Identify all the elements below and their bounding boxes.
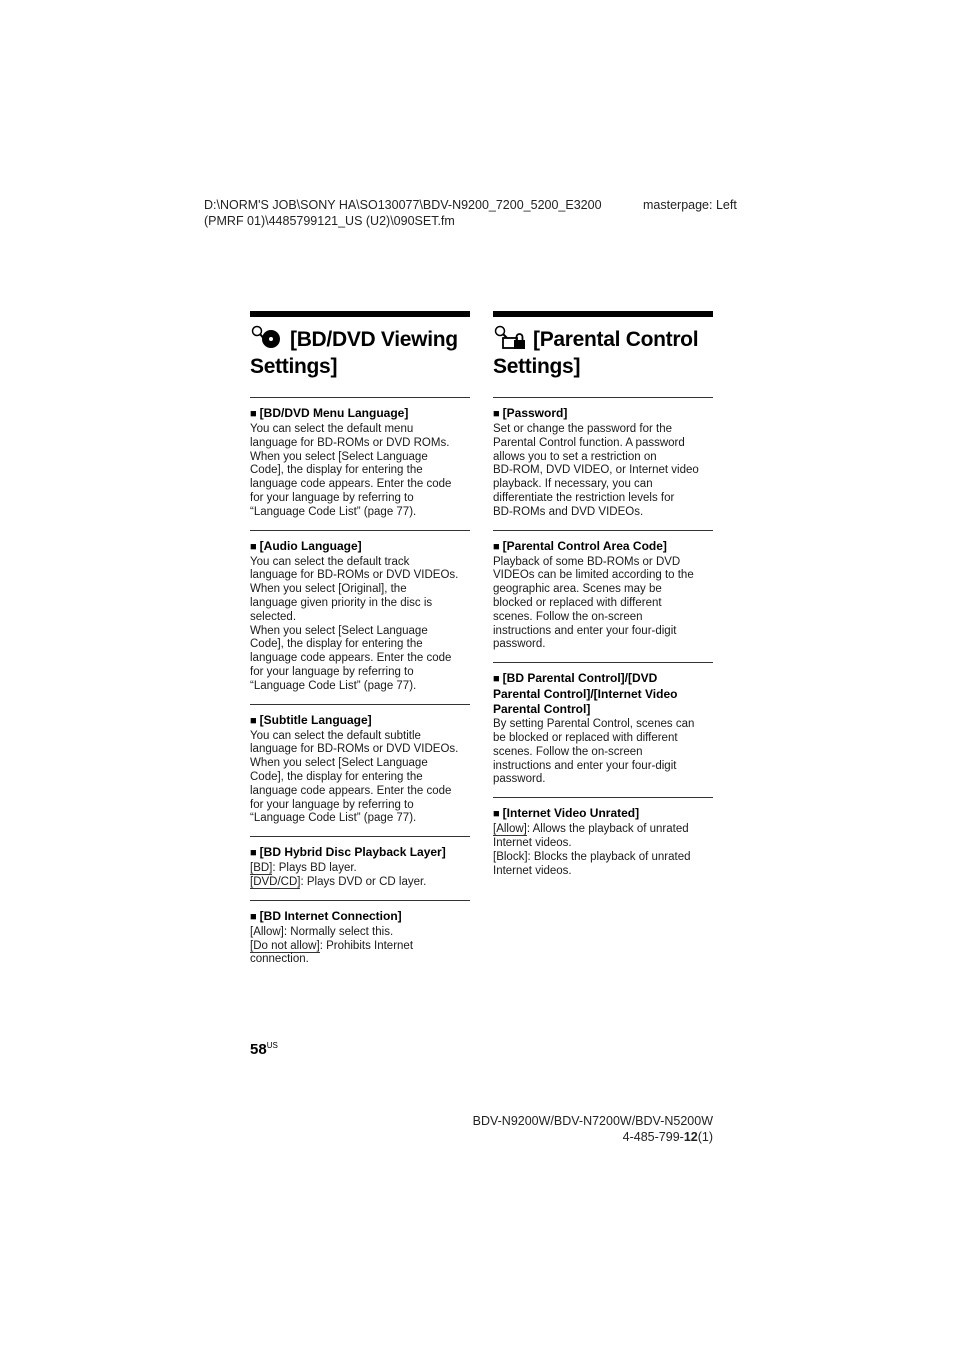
body-line: VIDEOs can be limited according to the [493, 569, 694, 582]
bd-internet-connection-section [250, 901, 470, 977]
option-desc: : Normally select this. [283, 925, 394, 938]
body-line: By setting Parental Control, scenes can [493, 718, 695, 731]
option-line [493, 823, 713, 837]
section-heading: [BD Hybrid Disc Playback Layer] [259, 845, 446, 860]
bd-dvd-viewing-settings-title [250, 325, 470, 398]
body-line: scenes. Follow the on-screen [493, 745, 643, 758]
section-heading: [Internet Video Unrated] [502, 806, 640, 821]
body-line: “Language Code List” (page 77). [250, 505, 417, 518]
section-heading-line: [BD Parental Control]/[DVD [502, 671, 658, 686]
section-top-rule [250, 311, 470, 317]
option-desc: : Plays BD layer. [272, 862, 357, 875]
body-line: Playback of some BD-ROMs or DVD [493, 555, 681, 568]
bullet-square-icon: ■ [493, 808, 500, 821]
body-line: [Block]: Blocks the playback of unrated [493, 850, 691, 863]
option-key: [DVD/CD] [250, 875, 301, 888]
option-line [250, 862, 470, 876]
body-line: selected. [250, 610, 297, 623]
option-desc: : Allows the playback of unrated [526, 823, 689, 836]
option-desc: : Plays DVD or CD layer. [300, 875, 427, 888]
code-bold: 12 [683, 1130, 698, 1144]
file-path-line-2: (PMRF 01)\4485799121_US (U2)\090SET.fm [204, 214, 455, 228]
option-line [250, 940, 470, 954]
body-line: language for BD-ROMs or DVD ROMs. [250, 436, 450, 449]
audio-language-section [250, 531, 470, 705]
option-key: [Allow] [493, 823, 527, 836]
body-line: You can select the default subtitle [250, 729, 421, 742]
page-number-value: 58 [250, 1041, 267, 1058]
document-code [473, 1129, 713, 1145]
section-heading-line: Parental Control]/[Internet Video [493, 687, 678, 702]
body-line: differentiate the restriction levels for [493, 491, 675, 504]
body-line: instructions and enter your four-digit [493, 624, 677, 637]
body-line: When you select [Select Language [250, 450, 428, 463]
body-line: language code appears. Enter the code [250, 784, 452, 797]
parental-control-settings-title [493, 325, 713, 398]
body-line: playback. If necessary, you can [493, 478, 653, 491]
section-heading: [BD/DVD Menu Language] [259, 406, 409, 420]
tool-lock-icon [493, 325, 527, 355]
body-line: for your language by referring to [250, 665, 414, 678]
section-heading: [Parental Control Area Code] [502, 538, 667, 553]
bullet-square-icon: ■ [250, 847, 257, 860]
body-line: Code], the display for entering the [250, 770, 423, 783]
body-line: Set or change the password for the [493, 423, 672, 435]
bullet-square-icon: ■ [493, 408, 500, 420]
body-line: Internet videos. [493, 836, 572, 849]
subtitle-language-section [250, 705, 470, 838]
body-line: password. [493, 773, 546, 786]
bullet-square-icon: ■ [250, 540, 257, 553]
body-line: language given priority in the disc is [250, 596, 433, 609]
title-line-2: Settings] [250, 355, 338, 378]
tool-disc-icon [250, 325, 284, 355]
parental-control-settings-column [493, 311, 713, 888]
bd-dvd-viewing-settings-column [250, 311, 470, 977]
body-line: “Language Code List” (page 77). [250, 679, 417, 692]
body-line: be blocked or replaced with different [493, 731, 678, 744]
body-line: language code appears. Enter the code [250, 478, 452, 491]
option-key: [Allow] [250, 925, 284, 938]
body-line: When you select [Select Language [250, 624, 428, 637]
section-top-rule [493, 311, 713, 317]
body-line: Parental Control function. A password [493, 436, 685, 449]
body-line: password. [493, 638, 546, 651]
title-line-1: [BD/DVD Viewing [290, 328, 458, 351]
section-heading: [BD Internet Connection] [259, 908, 402, 923]
body-line: for your language by referring to [250, 798, 414, 811]
body-line: When you select [Select Language [250, 757, 428, 770]
body-line: for your language by referring to [250, 491, 414, 504]
bullet-square-icon: ■ [493, 673, 500, 686]
page-number-suffix: US [266, 1041, 278, 1050]
section-heading: [Subtitle Language] [259, 712, 372, 727]
body-line: language for BD-ROMs or DVD VIDEOs. [250, 569, 459, 582]
option-line [250, 876, 470, 890]
body-line: scenes. Follow the on-screen [493, 610, 643, 623]
section-heading: [Password] [502, 406, 568, 420]
body-line: Code], the display for entering the [250, 638, 423, 651]
body-line: instructions and enter your four-digit [493, 759, 677, 772]
option-desc: : Prohibits Internet [319, 939, 414, 952]
file-path-header [204, 197, 624, 229]
option-line [250, 926, 470, 940]
body-line: BD-ROMs and DVD VIDEOs. [493, 505, 644, 518]
hybrid-disc-layer-section [250, 837, 470, 901]
body-line: “Language Code List” (page 77). [250, 812, 417, 825]
body-line: language for BD-ROMs or DVD VIDEOs. [250, 743, 459, 756]
title-line-1: [Parental Control [533, 328, 699, 351]
body-line: language code appears. Enter the code [250, 652, 452, 665]
body-line: allows you to set a restriction on [493, 450, 657, 463]
page-number [250, 1041, 278, 1058]
body-line: Internet videos. [493, 864, 572, 877]
bullet-square-icon: ■ [250, 910, 257, 923]
bullet-square-icon: ■ [250, 408, 257, 420]
bullet-square-icon: ■ [250, 714, 257, 727]
internet-video-unrated-section [493, 798, 713, 888]
body-line: BD-ROM, DVD VIDEO, or Internet video [493, 464, 699, 477]
code-prefix: 4-485-799- [622, 1130, 684, 1144]
menu-language-section [250, 398, 470, 531]
body-line: Code], the display for entering the [250, 464, 423, 477]
password-section [493, 398, 713, 531]
code-suffix: (1) [697, 1130, 713, 1144]
option-key: [BD] [250, 862, 273, 875]
title-line-2: Settings] [493, 355, 581, 378]
parental-control-levels-section [493, 663, 713, 798]
parental-area-code-section [493, 531, 713, 664]
option-key: [Do not allow] [250, 939, 320, 952]
body-line: You can select the default track [250, 555, 410, 568]
model-footer [473, 1113, 713, 1145]
file-path-line-1: D:\NORM'S JOB\SONY HA\SO130077\BDV-N9200_7200_5200_E3200 [204, 198, 602, 212]
body-line: You can select the default menu [250, 423, 414, 435]
model-list: BDV-N9200W/BDV-N7200W/BDV-N5200W [472, 1114, 713, 1128]
body-line: connection. [250, 953, 309, 966]
section-heading-line: Parental Control] [493, 702, 591, 717]
masterpage-label: masterpage: Left [643, 198, 737, 212]
body-line: geographic area. Scenes may be [493, 583, 662, 596]
body-line: When you select [Original], the [250, 583, 407, 596]
bullet-square-icon: ■ [493, 540, 500, 553]
section-heading: [Audio Language] [259, 538, 362, 553]
body-line: blocked or replaced with different [493, 596, 662, 609]
